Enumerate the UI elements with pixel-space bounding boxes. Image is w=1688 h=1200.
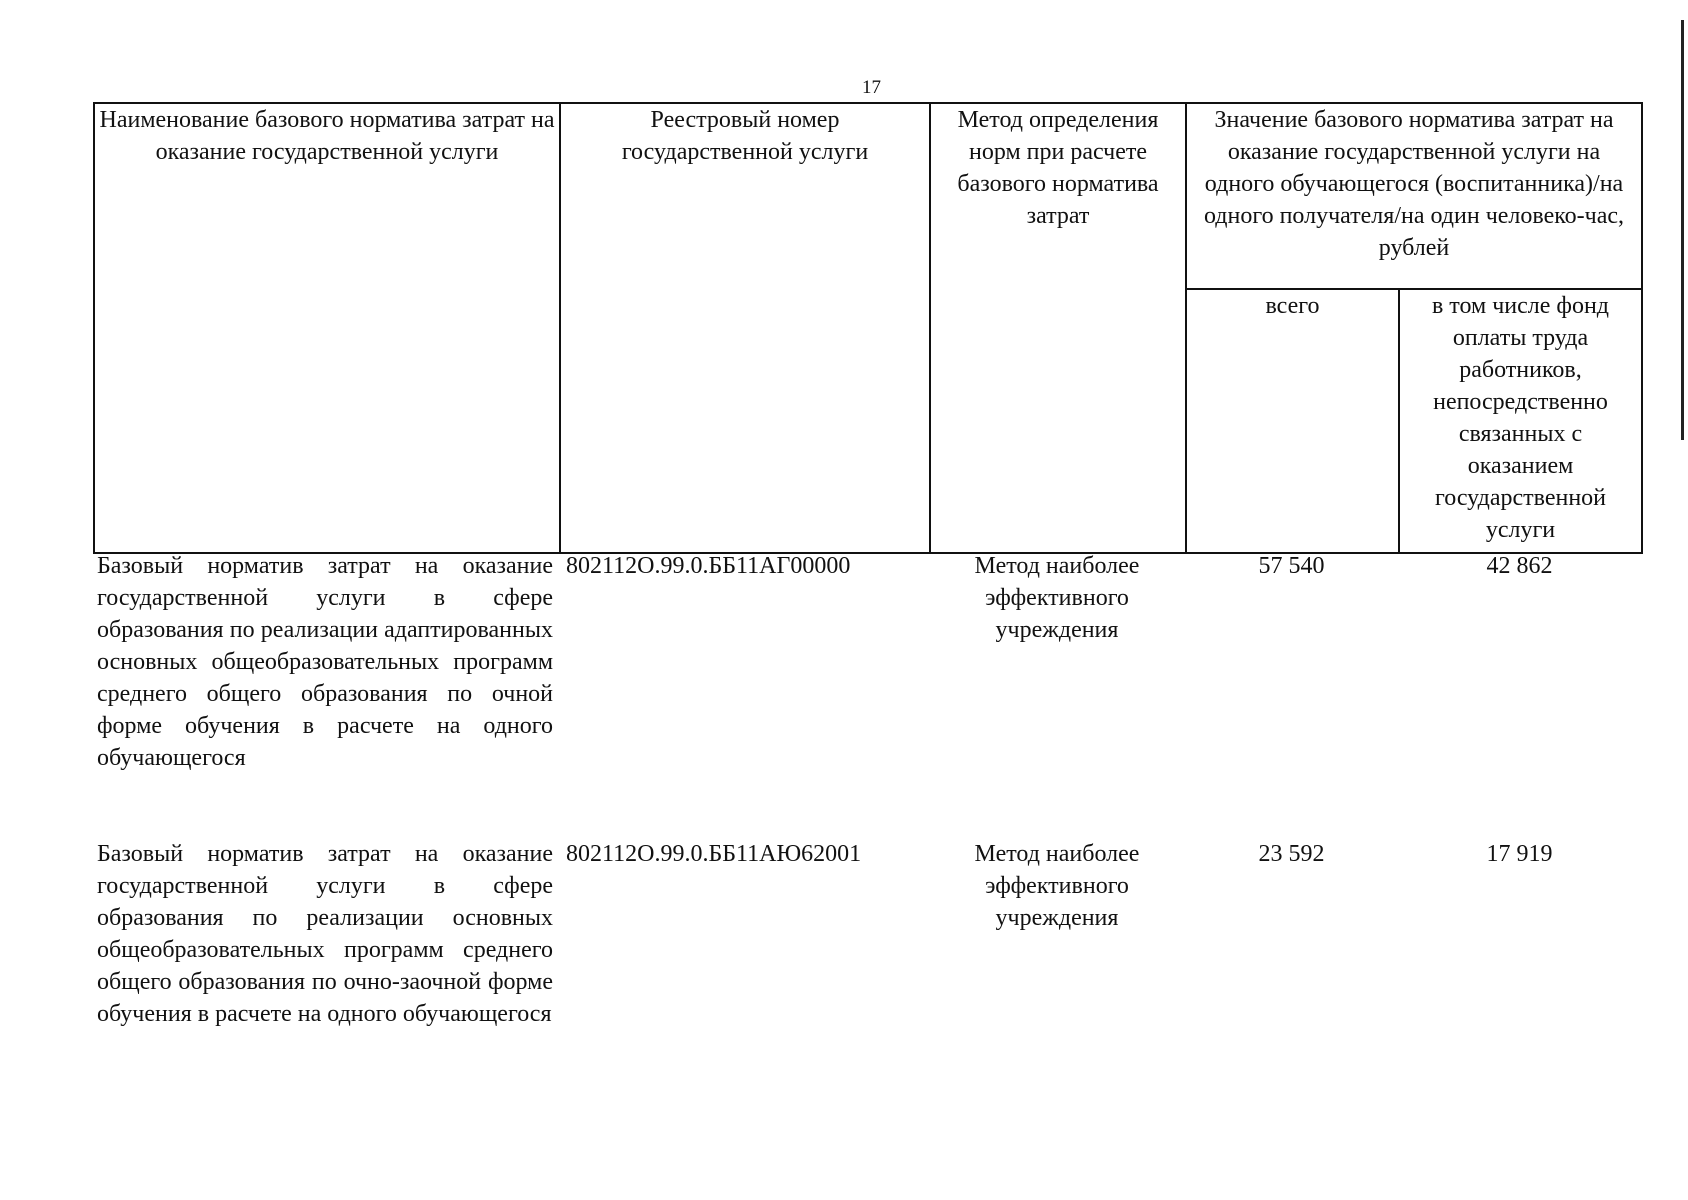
row-name: Базовый норматив затрат на оказание государственной услуги в сфере образования по реализации основных общеобразовательных программ среднего общего образования по очно-заочной форме обучения в расчете на одного обучающегося: [97, 841, 553, 1027]
header-registry-number: Реестровый номер государственной услуги: [560, 103, 930, 553]
header-method: Метод определения норм при расчете базового норматива затрат: [930, 103, 1186, 553]
row-total: 23 592: [1258, 841, 1325, 867]
row-wage-fund: 42 862: [1486, 553, 1553, 579]
header-value: Значение базового норматива затрат на оказание государственной услуги на одного обучающегося (воспитанника)/на одного получателя/на один человеко-час, рублей: [1186, 103, 1642, 289]
page-number: 17: [862, 77, 881, 98]
row-name: Базовый норматив затрат на оказание государственной услуги в сфере образования по реализации адаптированных основных общеобразовательных программ среднего общего образования по очной форме обучения в расчете на одного обучающегося: [97, 553, 553, 771]
row-total: 57 540: [1258, 553, 1325, 579]
header-wage-fund: в том числе фонд оплаты труда работников, непосредственно связанных с оказанием государственной услуги: [1399, 289, 1642, 553]
row-method: Метод наиболее эффективного учреждения: [974, 553, 1140, 643]
row-wage-fund: 17 919: [1486, 841, 1553, 867]
header-name: Наименование базового норматива затрат на оказание государственной услуги: [94, 103, 560, 553]
header-total: всего: [1186, 289, 1399, 553]
row-registry-number: 802112О.99.0.ББ11АЮ62001: [566, 841, 862, 867]
header-table: [93, 102, 1643, 554]
scan-edge-mark: [1681, 20, 1684, 440]
row-method: Метод наиболее эффективного учреждения: [974, 841, 1140, 931]
row-registry-number: 802112О.99.0.ББ11АГ00000: [566, 553, 851, 579]
